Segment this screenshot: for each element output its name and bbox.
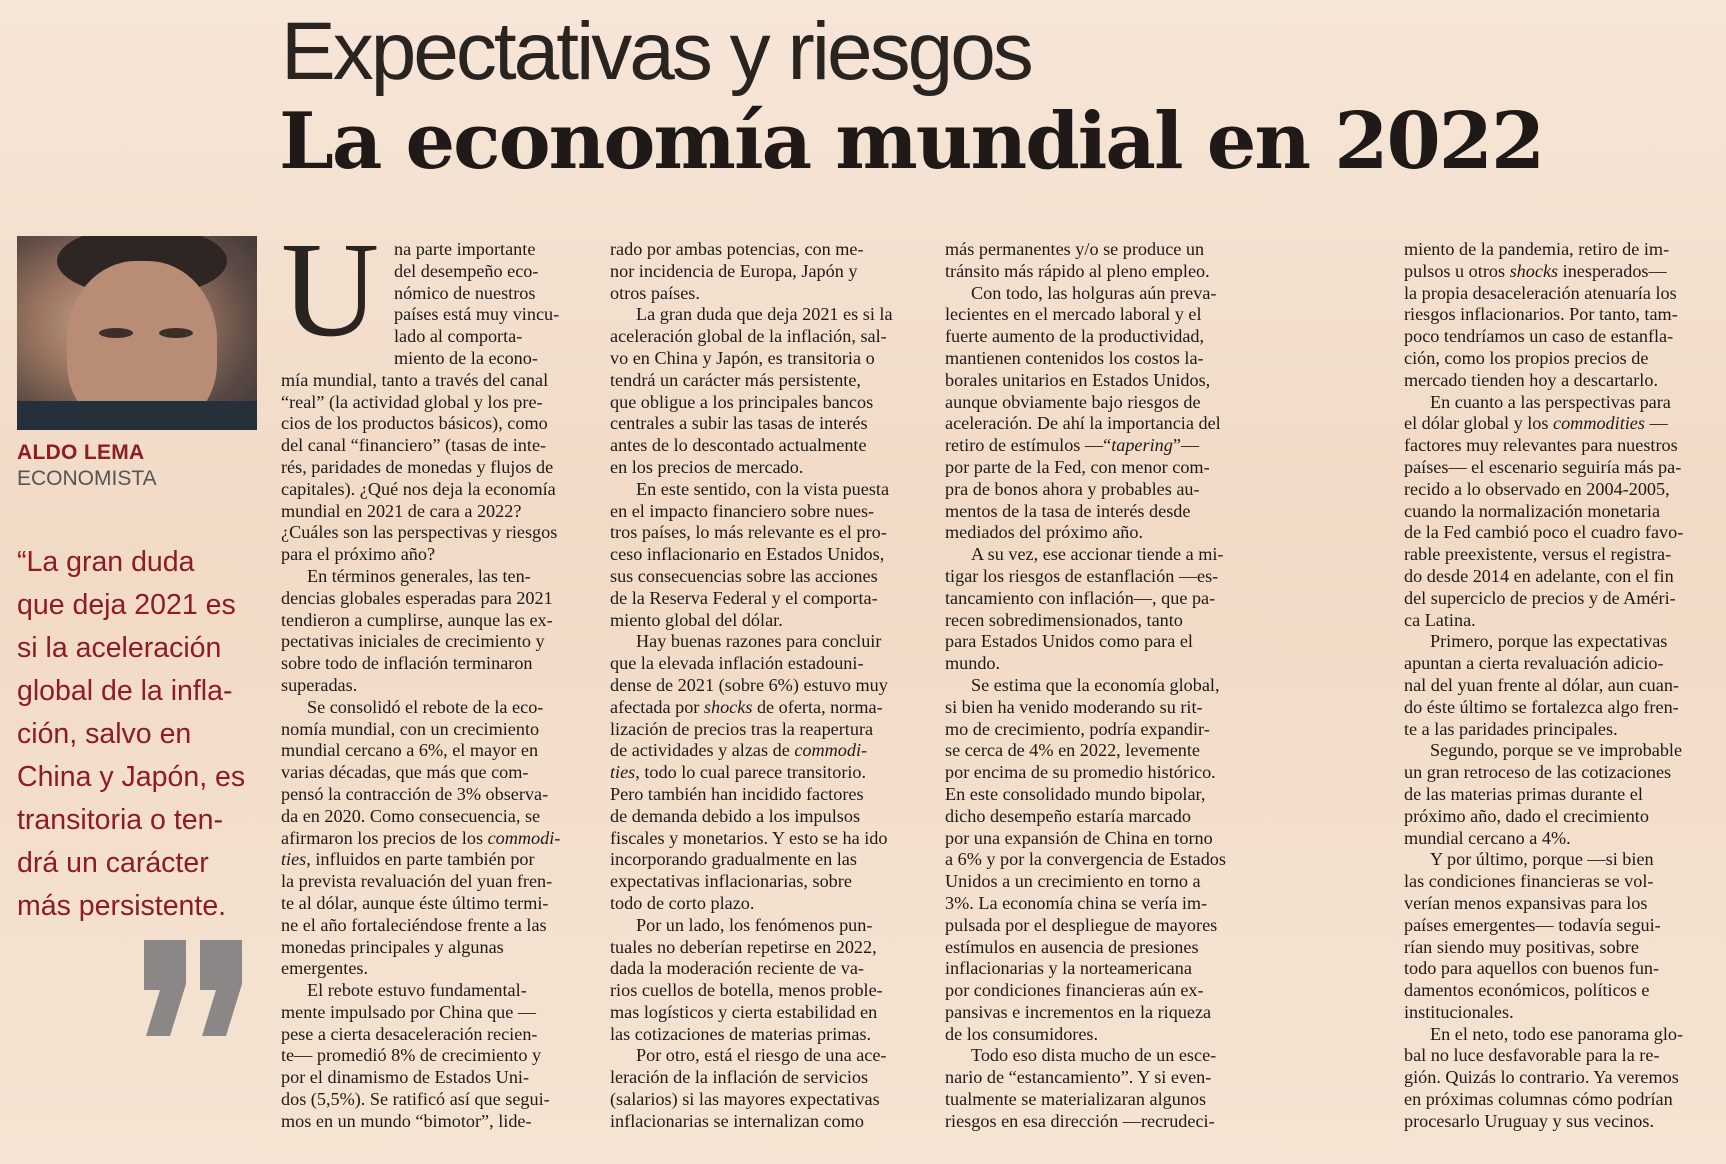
article-line: poco tendríamos un caso de estanfla- — [1404, 326, 1674, 347]
article-line: varias décadas, que más que com- — [281, 762, 529, 783]
pull-quote-line: más persistente. — [17, 890, 227, 922]
article-line: te— promedió 8% de crecimiento y — [281, 1045, 542, 1066]
article-line: pectativas iniciales de crecimiento y — [281, 631, 545, 652]
article-line: En cuanto a las perspectivas para — [1430, 391, 1671, 412]
article-line: las condiciones financieras se vol- — [1404, 871, 1654, 892]
article-line: Todo eso dista mucho de un esce- — [971, 1045, 1217, 1066]
article-line: leración de la inflación de servicios — [610, 1067, 869, 1088]
article-line: expectativas inflacionarias, sobre — [610, 871, 852, 892]
article-line: pansivas e incrementos en la riqueza — [945, 1001, 1212, 1022]
article-line: dada la moderación reciente de va- — [610, 958, 864, 979]
article-line: mundial cercano a 6%, el mayor en — [281, 740, 539, 761]
article-line: países está muy vincu- — [394, 304, 560, 325]
article-line: lado al comporta- — [394, 326, 523, 347]
article-line: de los consumidores. — [945, 1023, 1099, 1044]
article-line: Primero, porque las expectativas — [1430, 631, 1668, 652]
article-line: verían menos expansivas para los — [1404, 892, 1648, 913]
article-line: recen sobredimensionados, tanto — [945, 609, 1183, 630]
article-line: pra de bonos ahora y probables au- — [945, 478, 1200, 499]
article-line: En este sentido, con la vista puesta — [636, 478, 890, 499]
article-line: del desempeño eco- — [394, 260, 539, 281]
article-line: la prevista revaluación del yuan fren- — [281, 871, 553, 892]
article-line: institucionales. — [1404, 1001, 1514, 1022]
article-line: mundo. — [945, 653, 1001, 674]
article-line: cuando la normalización monetaria — [1404, 500, 1661, 521]
article-line: pese a cierta desaceleración recien- — [281, 1023, 538, 1044]
article-line: nor incidencia de Europa, Japón y — [610, 260, 858, 281]
article-line: miento global del dólar. — [610, 609, 783, 630]
article-line: tros países, lo más relevante es el pro- — [610, 522, 887, 543]
article-line: de las materias primas durante el — [1404, 783, 1643, 804]
article-line: afectada por shocks de oferta, norma- — [610, 696, 883, 717]
article-line: (salarios) si las mayores expectativas — [610, 1089, 880, 1110]
pull-quote-line: China y Japón, es — [17, 761, 246, 793]
author-name: ALDO LEMA — [17, 441, 145, 464]
article-line: te a las paridades principales. — [1404, 718, 1618, 739]
article-line: te al dólar, aunque éste último termi- — [281, 892, 549, 913]
article-line: El rebote estuvo fundamental- — [307, 980, 527, 1001]
article-line: por parte de la Fed, con menor com- — [945, 456, 1210, 477]
article-line: mundial cercano a 4%. — [1404, 827, 1571, 848]
article-line: Por un lado, los fenómenos pun- — [636, 914, 873, 935]
article-line: factores muy relevantes para nuestros — [1404, 435, 1678, 456]
article-line: ¿Cuáles son las perspectivas y riesgos — [281, 522, 558, 543]
article-line: otros países. — [610, 282, 700, 303]
article-line: dos (5,5%). Se ratificó así que segui- — [281, 1089, 550, 1110]
article-line: se cerca de 4% en 2022, levemente — [945, 740, 1201, 761]
article-line: rable preexistente, versus el registra- — [1404, 544, 1672, 565]
article-line: riesgos en esa dirección —recrudeci- — [945, 1110, 1215, 1131]
article-line: mas logísticos y cierta estabilidad en — [610, 1001, 878, 1022]
article-line: ción, como los propios precios de — [1404, 347, 1649, 368]
article-line: do desde 2014 en adelante, con el fin — [1404, 565, 1674, 586]
article-line: del canal “financiero” (tasas de inte- — [281, 435, 547, 456]
article-line: riesgos inflacionarios. Por tanto, tam- — [1404, 304, 1678, 325]
pull-quote-line: si la aceleración — [17, 632, 222, 664]
article-line: nal del yuan frente al dólar, aun cuan- — [1404, 674, 1679, 695]
article-line: inflacionarias se internalizan como — [610, 1110, 865, 1131]
article-line: procesarlo Uruguay y sus vecinos. — [1404, 1110, 1655, 1131]
article-line: En términos generales, las ten- — [307, 565, 531, 586]
article-line: que obligue a los principales bancos — [610, 391, 874, 412]
article-column-4 — [1404, 239, 1712, 1133]
article-line: nomía mundial, con un crecimiento — [281, 718, 540, 739]
article-line: Por otro, está el riesgo de una ace- — [636, 1045, 887, 1066]
article-line: las cotizaciones de materias primas. — [610, 1023, 872, 1044]
article-line: nario de “estancamiento”. Y si even- — [945, 1067, 1212, 1088]
article-line: países emergentes— todavía segui- — [1404, 914, 1661, 935]
author-photo — [17, 236, 257, 430]
article-line: próximo año, dado el crecimiento — [1404, 805, 1649, 826]
article-line: en los precios de mercado. — [610, 456, 804, 477]
article-line: tigar los riesgos de estanflación —es- — [945, 565, 1219, 586]
article-line: superadas. — [281, 674, 358, 695]
article-line: ties, influidos en parte también por — [281, 849, 535, 870]
article-line: ne el año fortaleciéndose frente a las — [281, 914, 547, 935]
pull-quote-line: ción, salvo en — [17, 718, 192, 750]
article-line: todo de corto plazo. — [610, 892, 755, 913]
article-line: fiscales y monetarios. Y esto se ha ido — [610, 827, 888, 848]
pull-quote-line: “La gran duda — [17, 546, 195, 578]
article-line: por condiciones financieras aún ex- — [945, 980, 1204, 1001]
article-line: damentos económicos, políticos e — [1404, 980, 1650, 1001]
article-line: miento de la pandemia, retiro de im- — [1404, 239, 1670, 259]
article-line: Pero también han incidido factores — [610, 783, 864, 804]
article-line: pulsos u otros shocks inesperados— — [1404, 260, 1667, 281]
article-line: para Estados Unidos como para el — [945, 631, 1193, 652]
article-line: aunque obviamente bajo riesgos de — [945, 391, 1201, 412]
article-line: fuerte aumento de la productividad, — [945, 326, 1205, 347]
article-line: de la Reserva Federal y el comporta- — [610, 587, 878, 608]
article-line: dense de 2021 (sobre 6%) estuvo muy — [610, 674, 888, 695]
article-line: Hay buenas razones para concluir — [636, 631, 882, 652]
pull-quote-line: global de la infla- — [17, 675, 233, 707]
article-line: na parte importante — [394, 239, 536, 259]
article-line: lecientes en el mercado laboral y el — [945, 304, 1202, 325]
article-line: borales unitarios en Estados Unidos, — [945, 369, 1211, 390]
article-line: ca Latina. — [1404, 609, 1476, 630]
article-line: retiro de estímulos —“tapering”— — [945, 435, 1200, 456]
article-line: vo en China y Japón, es transitoria o — [610, 347, 875, 368]
article-line: bal no luce desfavorable para la re- — [1404, 1045, 1660, 1066]
article-line: mantienen contenidos los costos la- — [945, 347, 1204, 368]
kicker-title: Expectativas y riesgos — [281, 6, 1031, 97]
article-line: La gran duda que deja 2021 es si la — [636, 304, 893, 325]
article-line: rés, paridades de monedas y flujos de — [281, 456, 554, 477]
article-line: capitales). ¿Qué nos deja la economía — [281, 478, 556, 499]
article-line: inflacionarias y la norteamericana — [945, 958, 1192, 979]
article-line: En el neto, todo ese panorama glo- — [1430, 1023, 1684, 1044]
article-line: el dólar global y los commodities — — [1404, 413, 1668, 434]
article-line: Se estima que la economía global, — [971, 674, 1220, 695]
article-line: antes de lo descontado actualmente — [610, 435, 867, 456]
article-line: emergentes. — [281, 958, 369, 979]
article-line: sus consecuencias sobre las acciones — [610, 565, 878, 586]
article-line: en próximas columnas cómo podrían — [1404, 1089, 1673, 1110]
article-line: aceleración. De ahí la importancia del — [945, 413, 1221, 434]
article-line: nómico de nuestros — [394, 282, 536, 303]
article-line: mía mundial, tanto a través del canal — [281, 369, 549, 390]
pull-quote — [17, 541, 263, 928]
article-line: mentos de la tasa de interés desde — [945, 500, 1191, 521]
article-line: A su vez, ese accionar tiende a mi- — [971, 544, 1224, 565]
article-line: rado por ambas potencias, con me- — [610, 239, 864, 259]
article-line: por una expansión de China en torno — [945, 827, 1213, 848]
article-line: tránsito más rápido al pleno empleo. — [945, 260, 1210, 281]
article-line: gión. Quizás lo contrario. Ya veremos — [1404, 1067, 1679, 1088]
article-line: rios cuellos de botella, menos proble- — [610, 980, 883, 1001]
article-line: todo para aquellos con buenos fun- — [1404, 958, 1660, 979]
article-line: ties, todo lo cual parece transitorio. — [610, 762, 867, 783]
article-line: cios de los productos básicos), como — [281, 413, 548, 434]
article-line: que la elevada inflación estadouni- — [610, 653, 864, 674]
article-line: mediados del próximo año. — [945, 522, 1144, 543]
article-line: tendieron a cumplirse, aunque las ex- — [281, 609, 553, 630]
article-line: rían siendo muy positivas, sobre — [1404, 936, 1639, 957]
pull-quote-line: transitoria o ten- — [17, 804, 223, 836]
article-column-3 — [945, 239, 1253, 1133]
article-line: Se consolidó el rebote de la eco- — [307, 696, 544, 717]
author-role: ECONOMISTA — [17, 467, 157, 490]
article-line: de actividades y alzas de commodi- — [610, 740, 868, 761]
article-line: centrales a subir las tasas de interés — [610, 413, 868, 434]
article-line: Unidos a un crecimiento en torno a — [945, 871, 1201, 892]
article-line: do éste último se fortalezca algo fren- — [1404, 696, 1679, 717]
article-line: países— el escenario seguiría más pa- — [1404, 456, 1682, 477]
pull-quote-line: drá un carácter — [17, 847, 209, 879]
article-line: para el próximo año? — [281, 544, 436, 565]
article-line: dicho desempeño estaría marcado — [945, 805, 1191, 826]
article-line: miento de la econo- — [394, 347, 538, 368]
article-line: tualmente se materializaran algunos — [945, 1089, 1207, 1110]
article-line: aceleración global de la inflación, sal- — [610, 326, 887, 347]
article-line: tuales no deberían repetirse en 2022, — [610, 936, 877, 957]
pull-quote-line: que deja 2021 es — [17, 589, 236, 621]
article-line: por encima de su promedio histórico. — [945, 762, 1216, 783]
article-line: dencias globales esperadas para 2021 — [281, 587, 553, 608]
article-line: incorporando gradualmente en las — [610, 849, 857, 870]
article-line: afirmaron los precios de los commodi- — [281, 827, 561, 848]
article-line: recido a lo observado en 2004-2005, — [1404, 478, 1670, 499]
closing-quote-icon — [140, 940, 248, 1036]
article-line: ceso inflacionario en Estados Unidos, — [610, 544, 885, 565]
article-line: por el dinamismo de Estados Uni- — [281, 1067, 530, 1088]
article-line: Con todo, las holguras aún preva- — [971, 282, 1217, 303]
article-line: en el impacto financiero sobre nues- — [610, 500, 875, 521]
article-column-2 — [610, 239, 918, 1133]
article-line: pulsada por el despliegue de mayores — [945, 914, 1218, 935]
article-line: da en 2020. Como consecuencia, se — [281, 805, 541, 826]
article-line: tancamiento con inflación—, que pa- — [945, 587, 1216, 608]
article-line: Y por último, porque —si bien — [1430, 849, 1654, 870]
article-line: de la Fed cambió poco el cuadro favo- — [1404, 522, 1684, 543]
article-line: monedas principales y algunas — [281, 936, 504, 957]
article-line: pensó la contracción de 3% observa- — [281, 783, 549, 804]
article-line: un gran retroceso de las cotizaciones — [1404, 762, 1672, 783]
article-line: más permanentes y/o se produce un — [945, 239, 1205, 259]
article-line: tendrá un carácter más persistente, — [610, 369, 861, 390]
article-line: Segundo, porque se ve improbable — [1430, 740, 1683, 761]
article-line: de demanda debido a los impulsos — [610, 805, 861, 826]
article-line: estímulos en ausencia de presiones — [945, 936, 1199, 957]
article-line: apuntan a cierta revaluación adicio- — [1404, 653, 1664, 674]
article-line: En este consolidado mundo bipolar, — [945, 783, 1206, 804]
article-line: del superciclo de precios y de Améri- — [1404, 587, 1676, 608]
article-line: si bien ha venido moderando su rit- — [945, 696, 1203, 717]
article-line: mercado tienden hoy a descartarlo. — [1404, 369, 1659, 390]
article-line: mos en un mundo “bimotor”, lide- — [281, 1110, 532, 1131]
article-line: mo de crecimiento, podría expandir- — [945, 718, 1210, 739]
article-line: la propia desaceleración atenuaría los — [1404, 282, 1677, 303]
article-line: 3%. La economía china se vería im- — [945, 892, 1208, 913]
article-line: “real” (la actividad global y los pre- — [281, 391, 543, 412]
article-line: mente impulsado por China que — — [281, 1001, 537, 1022]
drop-cap: U — [281, 215, 380, 365]
article-line: sobre todo de inflación terminaron — [281, 653, 533, 674]
article-line: a 6% y por la convergencia de Estados — [945, 849, 1226, 870]
article-column-1 — [281, 215, 589, 1133]
article-line: mundial en 2021 de cara a 2022? — [281, 500, 522, 521]
headline: La economía mundial en 2022 — [279, 96, 1544, 187]
article-line: lización de precios tras la reapertura — [610, 718, 874, 739]
